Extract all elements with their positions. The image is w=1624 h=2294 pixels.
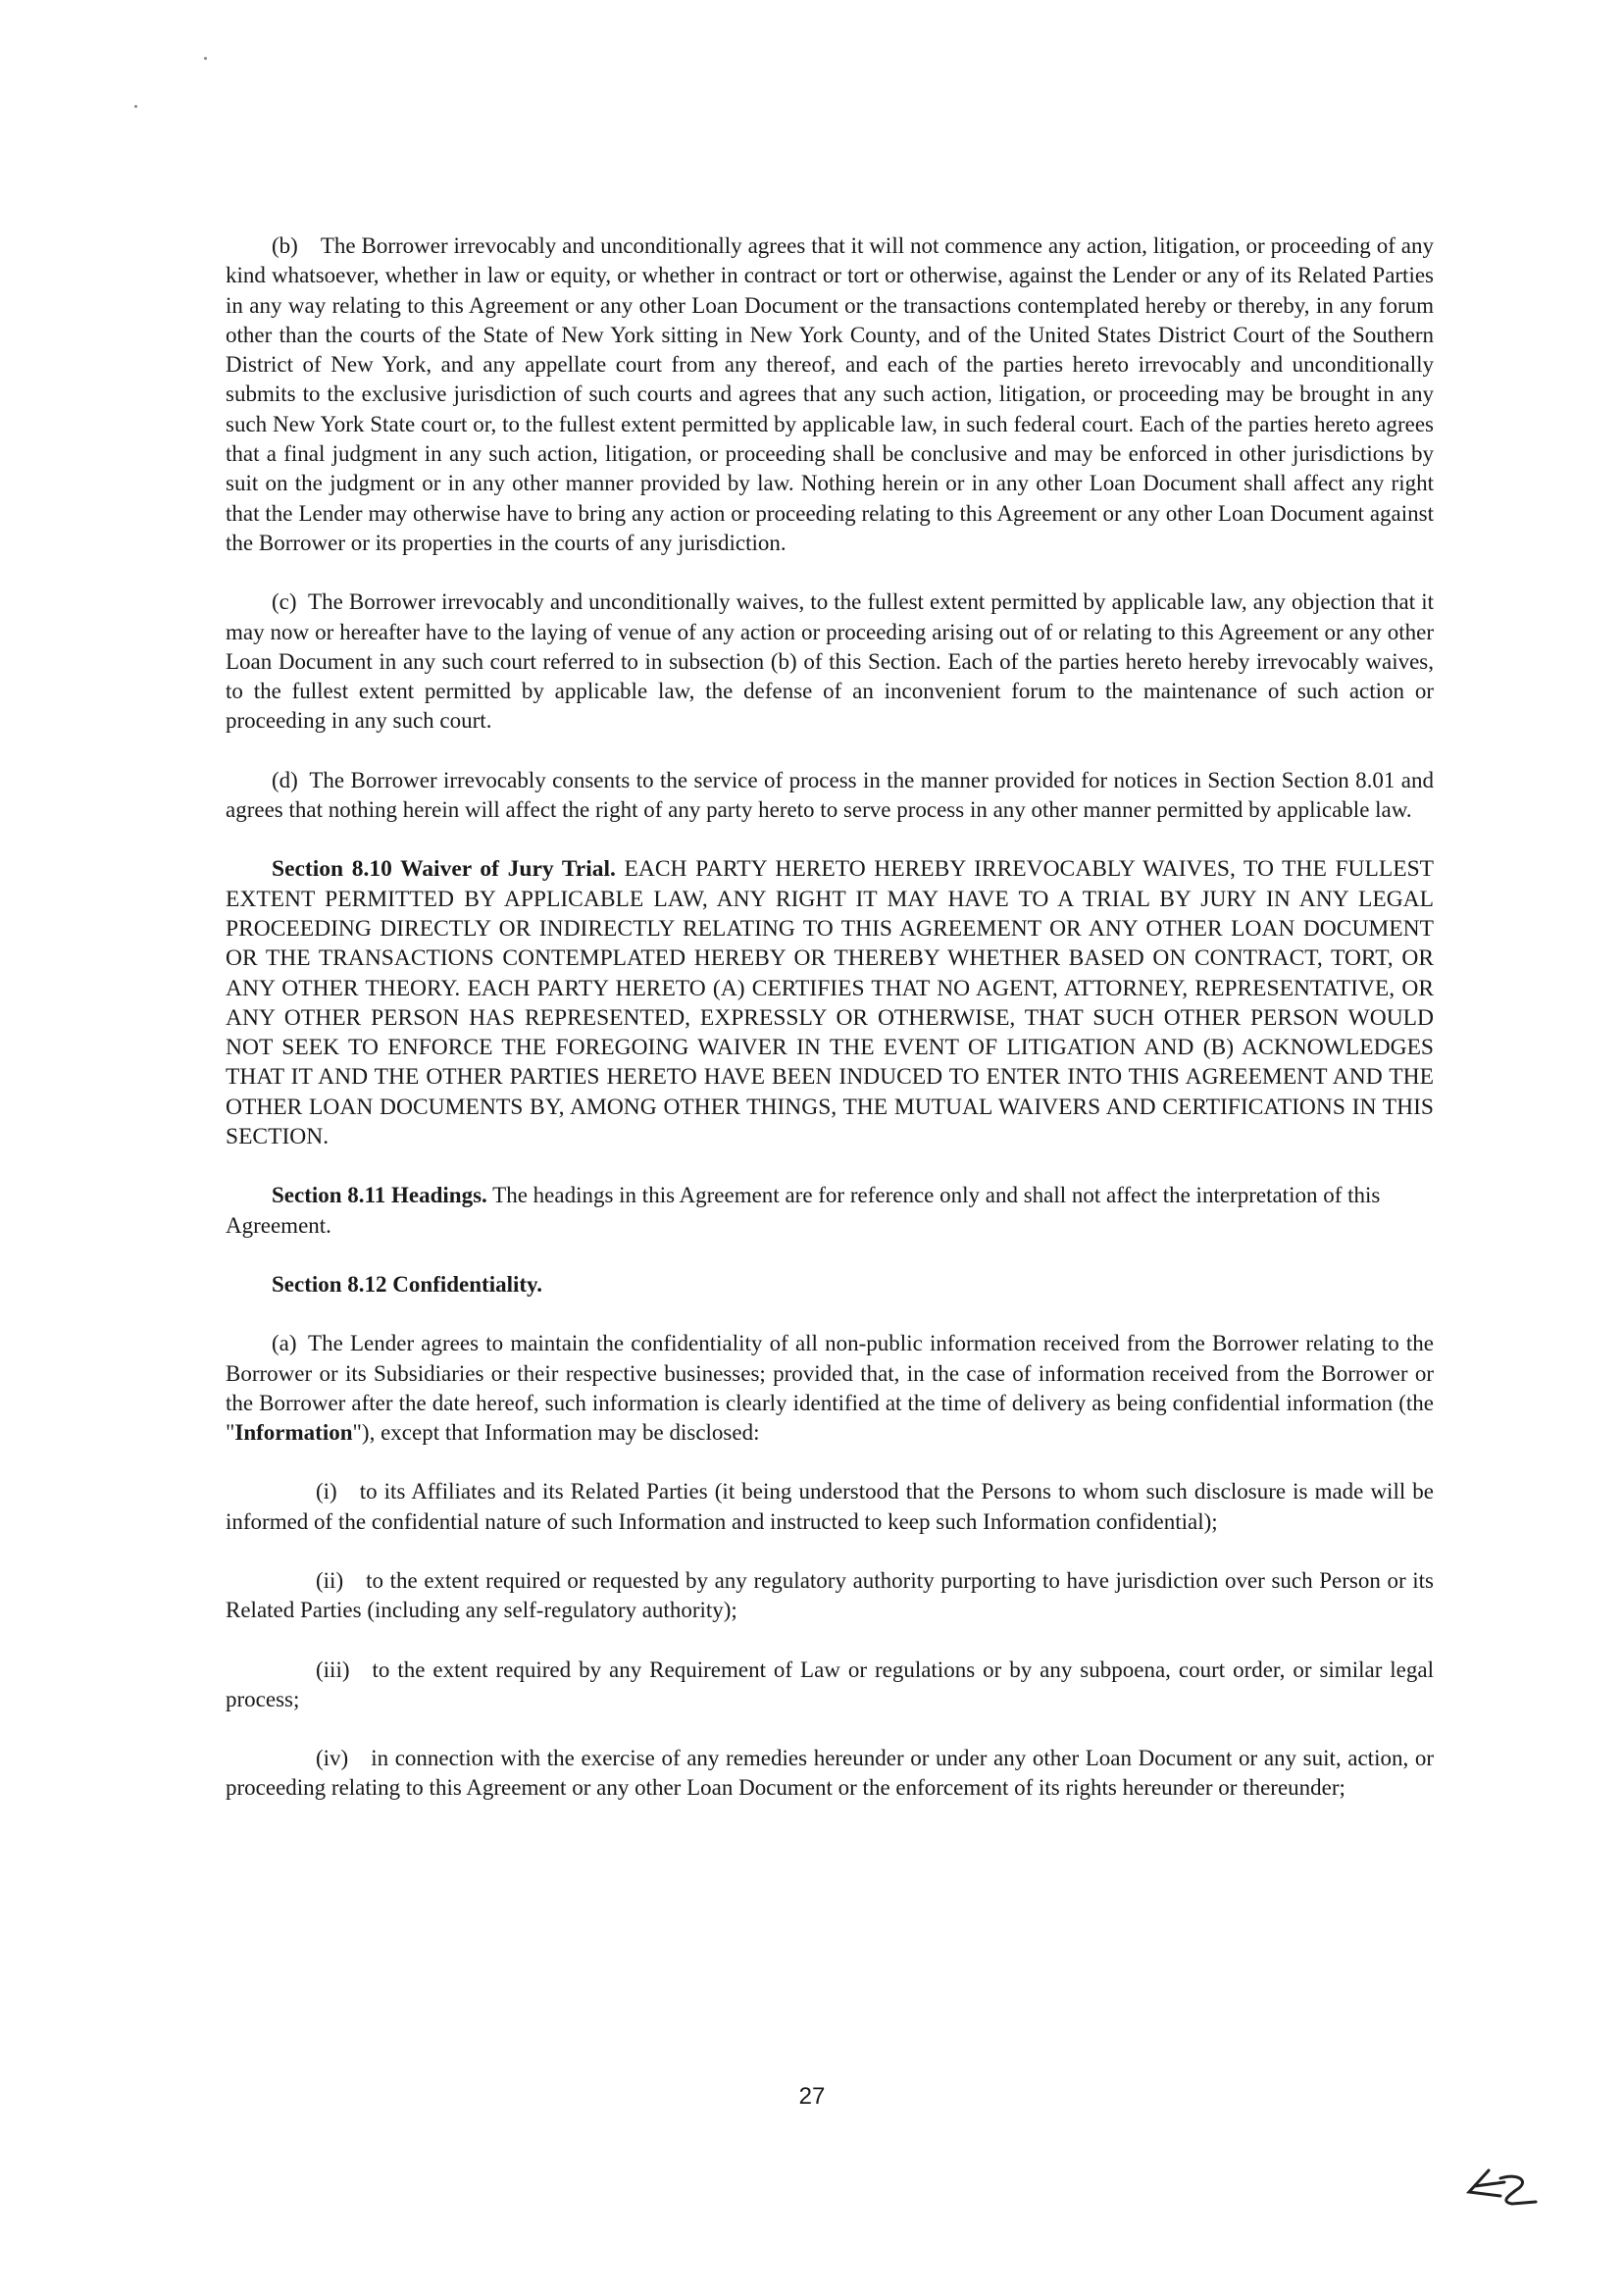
defined-term: Information bbox=[234, 1420, 353, 1446]
section-heading: Section 8.12 Confidentiality. bbox=[272, 1271, 543, 1297]
page-number: 27 bbox=[798, 2083, 826, 2110]
clause-i: (i) to its Affiliates and its Related Parties (it being understood that the Persons to whom such disclosure is made will be informed of the confidential nature of such Information and instructed to keep such Information confidential); bbox=[226, 1479, 1434, 1534]
handwritten-initials bbox=[1461, 2163, 1540, 2212]
scan-speck bbox=[204, 57, 207, 60]
text: "), except that Information may be disclosed: bbox=[352, 1420, 760, 1446]
paragraph-a bbox=[226, 1329, 1434, 1448]
clause-iii: (iii) to the extent required by any Requirement of Law or regulations or by any subpoena, court order, or similar legal process; bbox=[226, 1657, 1434, 1711]
section-heading: Section 8.11 Headings. bbox=[272, 1183, 487, 1208]
section-8-10 bbox=[226, 854, 1434, 1151]
clause-iv: (iv) in connection with the exercise of any remedies hereunder or under any other Loan Document or any suit, action, or proceeding relating to this Agreement or any other Loan Document or the enforcement of its rights hereunder or thereunder; bbox=[226, 1746, 1434, 1801]
paragraph-d: (d) The Borrower irrevocably consents to the service of process in the manner provided for notices in Section Section 8.01 and agrees that nothing herein will affect the right of any party hereto to serve process in any other manner permitted by applicable law. bbox=[226, 767, 1434, 823]
section-heading: Section 8.10 Waiver of Jury Trial. bbox=[272, 856, 616, 883]
section-body: EACH PARTY HERETO HEREBY IRREVOCABLY WAIVES, TO THE FULLEST EXTENT PERMITTED BY APPLICABLE LAW, ANY RIGHT IT MAY HAVE TO A TRIAL BY JURY IN ANY LEGAL PROCEEDING DIRECTLY OR INDIRECTLY RELATING TO THIS AGREEMENT OR ANY OTHER LOAN DOCUMENT OR THE TRANSACTIONS CONTEMPLATED HEREBY OR THEREBY WHETHER BASED ON CONTRACT, TORT, OR ANY OTHER THEORY. EACH PARTY HERETO (A) CERTIFIES THAT NO AGENT, ATTORNEY, REPRESENTATIVE, OR ANY OTHER PERSON HAS REPRESENTED, EXPRESSLY OR OTHERWISE, THAT SUCH OTHER PERSON WOULD NOT SEEK TO ENFORCE THE FOREGOING WAIVER IN THE EVENT OF LITIGATION AND (B) ACKNOWLEDGES THAT IT AND THE OTHER PARTIES HERETO HAVE BEEN INDUCED TO ENTER INTO THIS AGREEMENT AND THE OTHER LOAN DOCUMENTS BY, AMONG OTHER THINGS, THE MUTUAL WAIVERS AND CERTIFICATIONS IN THIS SECTION. bbox=[226, 856, 1435, 1150]
scan-speck bbox=[134, 105, 137, 108]
document-body bbox=[226, 231, 1434, 1833]
paragraph-c: (c) The Borrower irrevocably and unconditionally waives, to the fullest extent permitted by applicable law, any objection that it may now or hereafter have to the laying of venue of any action or proceeding arising out of or relating to this Agreement or any other Loan Document in any such court referred to in subsection (b) of this Section. Each of the parties hereto hereby irrevocably waives, to the fullest extent permitted by applicable law, the defense of an inconvenient forum to the maintenance of such action or proceeding in any such court. bbox=[226, 589, 1434, 734]
section-8-12-heading bbox=[226, 1270, 1434, 1300]
section-body: The headings in this Agreement are for reference only and shall not affect the interpretation of this Agreement. bbox=[226, 1183, 1381, 1238]
clause-ii: (ii) to the extent required or requested by any regulatory authority purporting to have jurisdiction over such Person or its Related Parties (including any self-regulatory authority); bbox=[226, 1567, 1434, 1623]
text: (a) The Lender agrees to maintain the confidentiality of all non-public information received from the Borrower relating to the Borrower or its Subsidiaries or their respective businesses; provided that, in the case of information received from the Borrower or the Borrower after the date hereof, such information is clearly identified at the time of delivery as being confidential information (the " bbox=[226, 1331, 1434, 1446]
section-8-11 bbox=[226, 1181, 1434, 1241]
paragraph-b: (b) The Borrower irrevocably and unconditionally agrees that it will not commence any action, litigation, or proceeding of any kind whatsoever, whether in law or equity, or whether in contract or tort or otherwise, against the Lender or any of its Related Parties in any way relating to this Agreement or any other Loan Document or the transactions contemplated hereby or thereby, in any forum other than the courts of the State of New York sitting in New York County, and of the United States District Court of the Southern District of New York, and any appellate court from any thereof, and each of the parties hereto irrevocably and unconditionally submits to the exclusive jurisdiction of such courts and agrees that any such action, litigation, or proceeding may be brought in any such New York State court or, to the fullest extent permitted by applicable law, in such federal court. Each of the parties hereto agrees that a final judgment in any such action, litigation, or proceeding shall be conclusive and may be enforced in other jurisdictions by suit on the judgment or in any other manner provided by law. Nothing herein or in any other Loan Document shall affect any right that the Lender may otherwise have to bring any action or proceeding relating to this Agreement or any other Loan Document against the Borrower or its properties in the courts of any jurisdiction. bbox=[226, 233, 1434, 555]
